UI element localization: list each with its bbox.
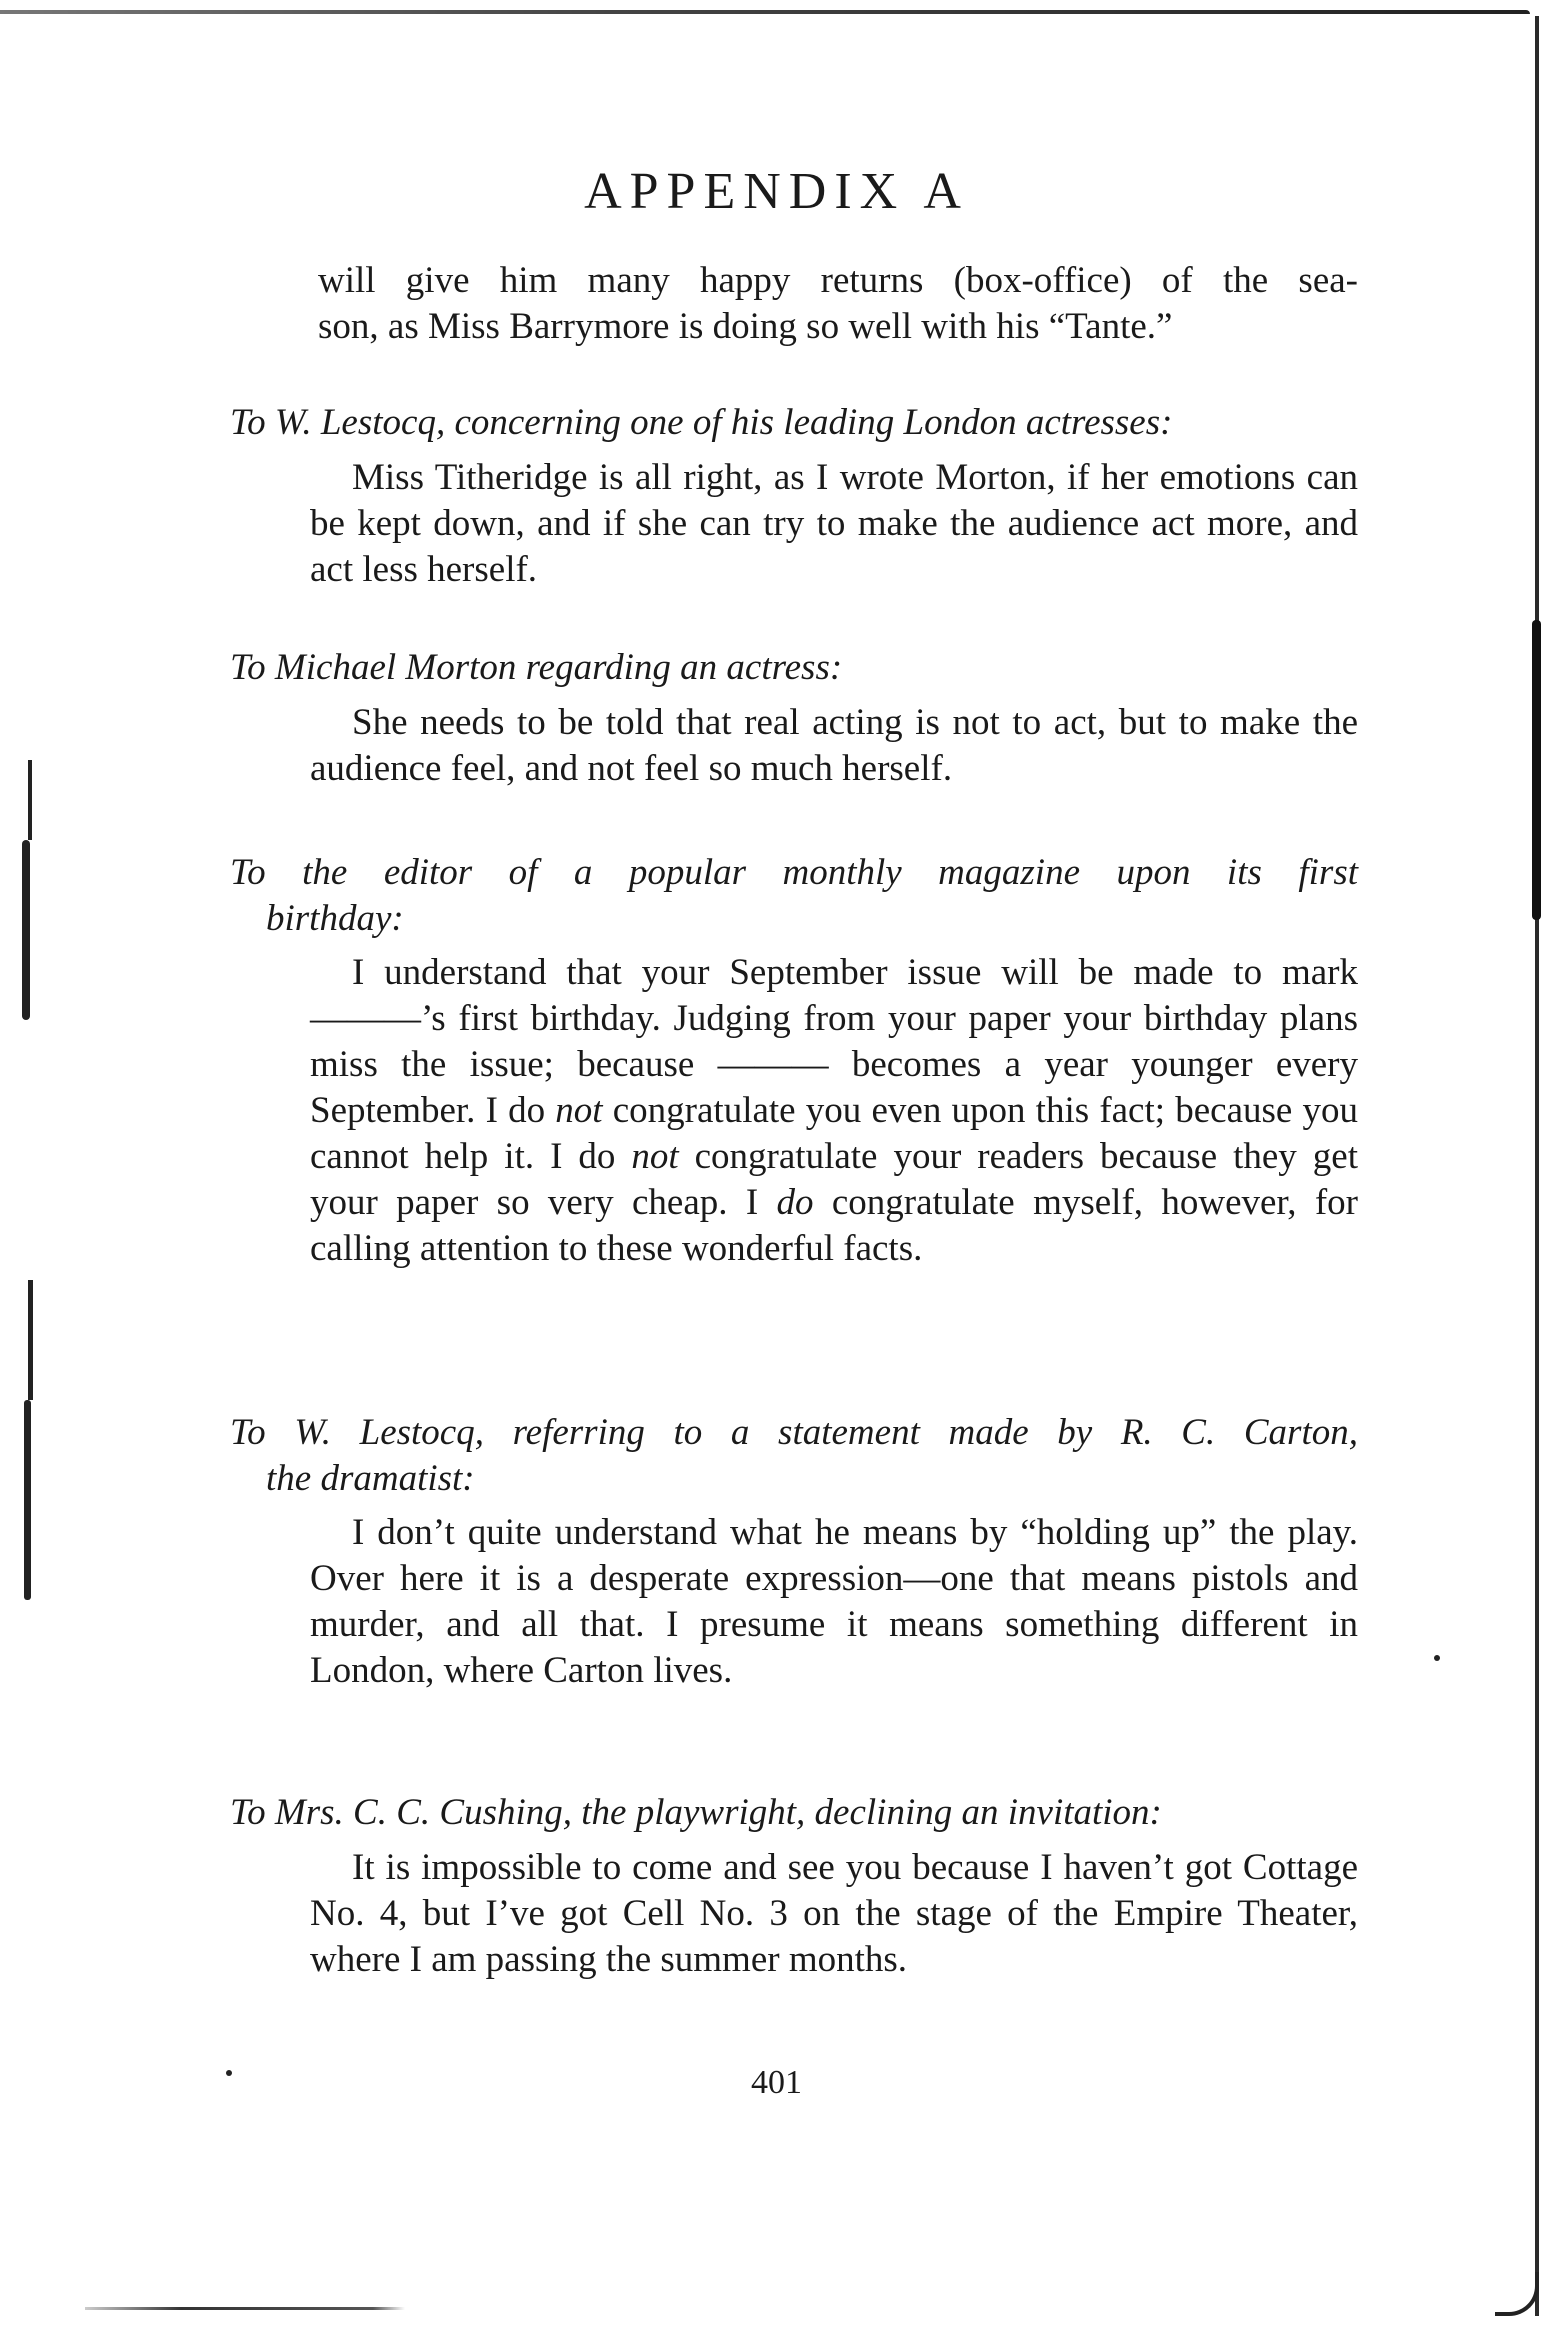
scan-mark [28, 760, 32, 840]
running-head: APPENDIX A [584, 163, 969, 220]
continuation-line: son, as Miss Barrymore is doing so well with his “Tante.” [318, 306, 1173, 347]
scan-mark [28, 1280, 33, 1400]
continuation-paragraph [318, 258, 1358, 350]
letter-heading-line: birthday: [266, 898, 404, 939]
letter-body [310, 1510, 1358, 1694]
page-edge-bottom [85, 2307, 405, 2310]
letter-body [310, 950, 1358, 1272]
letter-body-text: congratulate myself, however, for calling attention to these wonderful facts. [310, 1182, 1358, 1269]
page-corner-bottom-right [1495, 2272, 1539, 2316]
letter-body [310, 455, 1358, 593]
letter-body [310, 700, 1358, 792]
page-edge-right [1535, 16, 1539, 2316]
emphasis: not [555, 1090, 603, 1131]
letter-body [310, 1845, 1358, 1983]
letter-body-text: I don’t quite understand what he means by “holding up” the play. Over here it is a desperate expression—one that means pistols and murder, and all that. I presume it means something different in London, where Carton lives. [310, 1512, 1358, 1691]
letter-heading: To W. Lestocq, concerning one of his leading London actresses: [230, 402, 1173, 443]
letter-body-text: congratulate your readers because they get your paper so very cheap. I [310, 1136, 1358, 1223]
emphasis: not [631, 1136, 679, 1177]
page-edge-shadow [1532, 620, 1541, 920]
stray-dot [1434, 1655, 1440, 1661]
letter-heading-line: To the editor of a popular monthly magazine upon its first [230, 852, 1358, 893]
letter-body-text: It is impossible to come and see you because I haven’t got Cottage No. 4, but I’ve got Cell No. 3 on the stage of the Empire Theater, where I am passing the summer months. [310, 1847, 1358, 1980]
letter-body-text: She needs to be told that real acting is not to act, but to make the audience feel, and not feel so much herself. [310, 702, 1358, 789]
letter-heading [230, 1410, 1358, 1502]
emphasis: do [776, 1182, 814, 1223]
letter-body-text: I understand that your September issue will be made to mark ———’s first birthday. Judging from your paper your birthday plans miss the issue; because ——— becomes a year younger every September. I do [310, 952, 1358, 1131]
page-edge-top [0, 10, 1530, 14]
letter-body-text: Miss Titheridge is all right, as I wrote Morton, if her emotions can be kept down, and if she can try to make the audience act more, and act less herself. [310, 457, 1358, 590]
scan-mark [22, 840, 30, 1020]
letter-heading: To Michael Morton regarding an actress: [230, 647, 843, 688]
letter-heading-line: To W. Lestocq, referring to a statement made by R. C. Carton, [230, 1412, 1358, 1453]
letter-body-text: congratulate you even upon this fact; because you cannot help it. I do [310, 1090, 1358, 1177]
letter-heading [230, 850, 1358, 942]
scan-mark [24, 1400, 31, 1600]
page-number: 401 [751, 2064, 802, 2101]
letter-heading: To Mrs. C. C. Cushing, the playwright, declining an invitation: [230, 1792, 1162, 1833]
letter-heading-line: the dramatist: [266, 1458, 475, 1499]
continuation-line: will give him many happy returns (box-office) of the sea- [318, 260, 1358, 301]
